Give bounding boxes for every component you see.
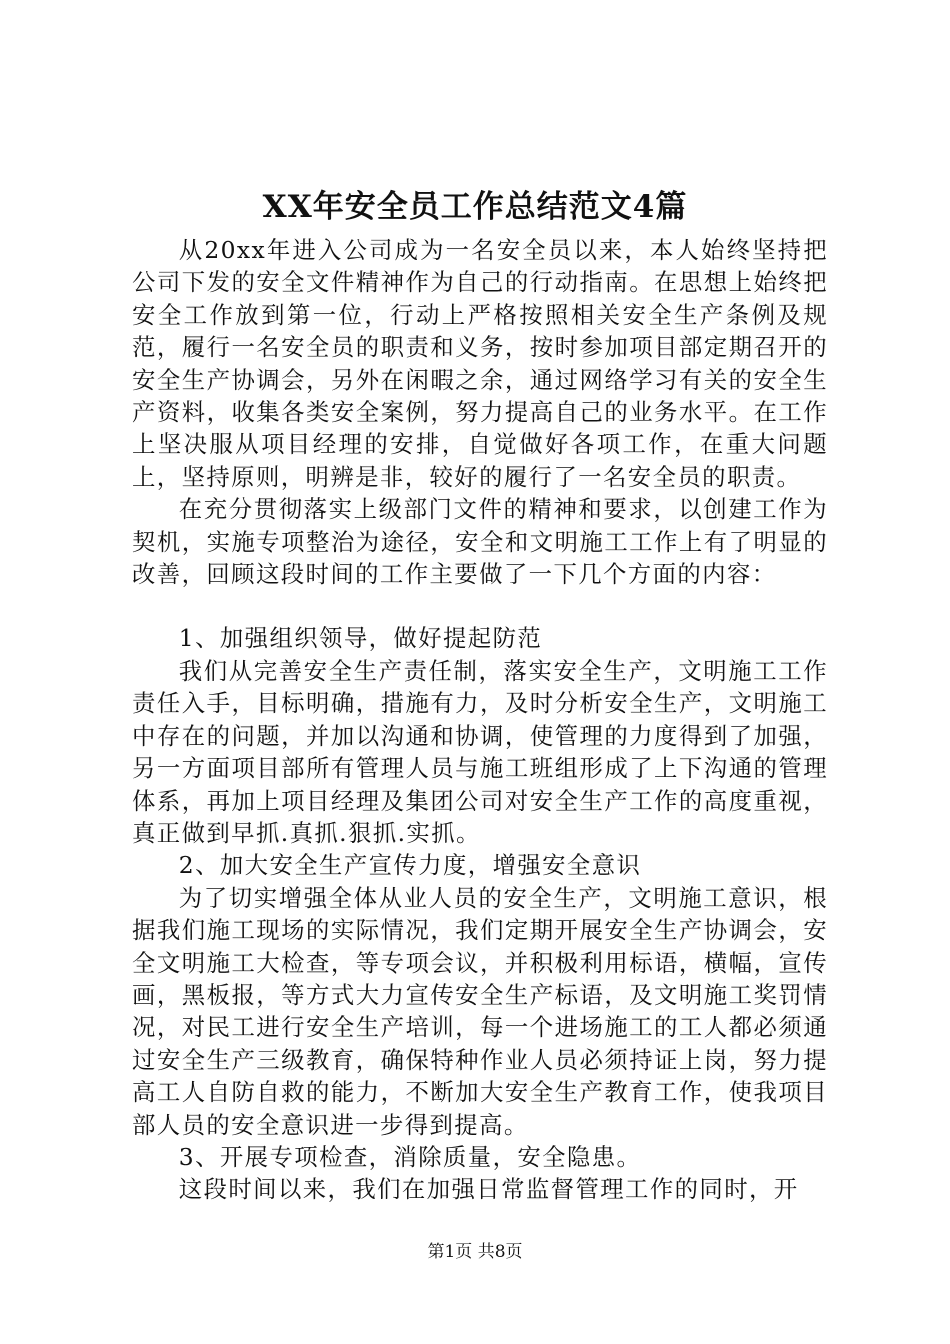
blank-line	[132, 590, 828, 622]
section-1-paragraph: 我们从完善安全生产责任制，落实安全生产，文明施工工作责任入手，目标明确，措施有力，及时分析安全生产，文明施工中存在的问题，并加以沟通和协调，使管理的力度得到了加强，另一方面项目部所有管理人员与施工班组形成了上下沟通的管理体系，再加上项目经理及集团公司对安全生产工作的高度重视，真正做到早抓.真抓.狠抓.实抓。	[132, 656, 828, 847]
overview-paragraph: 在充分贯彻落实上级部门文件的精神和要求，以创建工作为契机，实施专项整治为途径，安全和文明施工工作上有了明显的改善，回顾这段时间的工作主要做了一下几个方面的内容：	[132, 495, 828, 589]
section-3-paragraph: 这段时间以来，我们在加强日常监督管理工作的同时，开	[178, 1175, 799, 1204]
document-title: XX年安全员工作总结范文4篇	[262, 189, 688, 225]
section-2-heading: 2、加大安全生产宣传力度，增强安全意识	[178, 851, 642, 880]
page-footer: 第1页 共8页	[427, 1242, 523, 1262]
document-body	[132, 234, 828, 1206]
section-1-heading: 1、加强组织领导，做好提起防范	[178, 624, 543, 653]
intro-paragraph: 从20xx年进入公司成为一名安全员以来，本人始终坚持把公司下发的安全文件精神作为自己的行动指南。在思想上始终把安全工作放到第一位，行动上严格按照相关安全生产条例及规范，履行一名安全员的职责和义务，按时参加项目部定期召开的安全生产协调会，另外在闲暇之余，通过网络学习有关的安全生产资料，收集各类安全案例，努力提高自己的业务水平。在工作上坚决服从项目经理的安排，自觉做好各项工作，在重大问题上，坚持原则，明辨是非，较好的履行了一名安全员的职责。	[132, 236, 828, 491]
section-3-heading: 3、开展专项检查，消除质量，安全隐患。	[178, 1142, 642, 1171]
section-2-paragraph: 为了切实增强全体从业人员的安全生产，文明施工意识，根据我们施工现场的实际情况，我们定期开展安全生产协调会，安全文明施工大检查，等专项会议，并积极利用标语，横幅，宣传画，黑板报，等方式大力宣传安全生产标语，及文明施工奖罚情况，对民工进行安全生产培训，每一个进场施工的工人都必须通过安全生产三级教育，确保特种作业人员必须持证上岗，努力提高工人自防自救的能力，不断加大安全生产教育工作，使我项目部人员的安全意识进一步得到提高。	[132, 883, 828, 1139]
